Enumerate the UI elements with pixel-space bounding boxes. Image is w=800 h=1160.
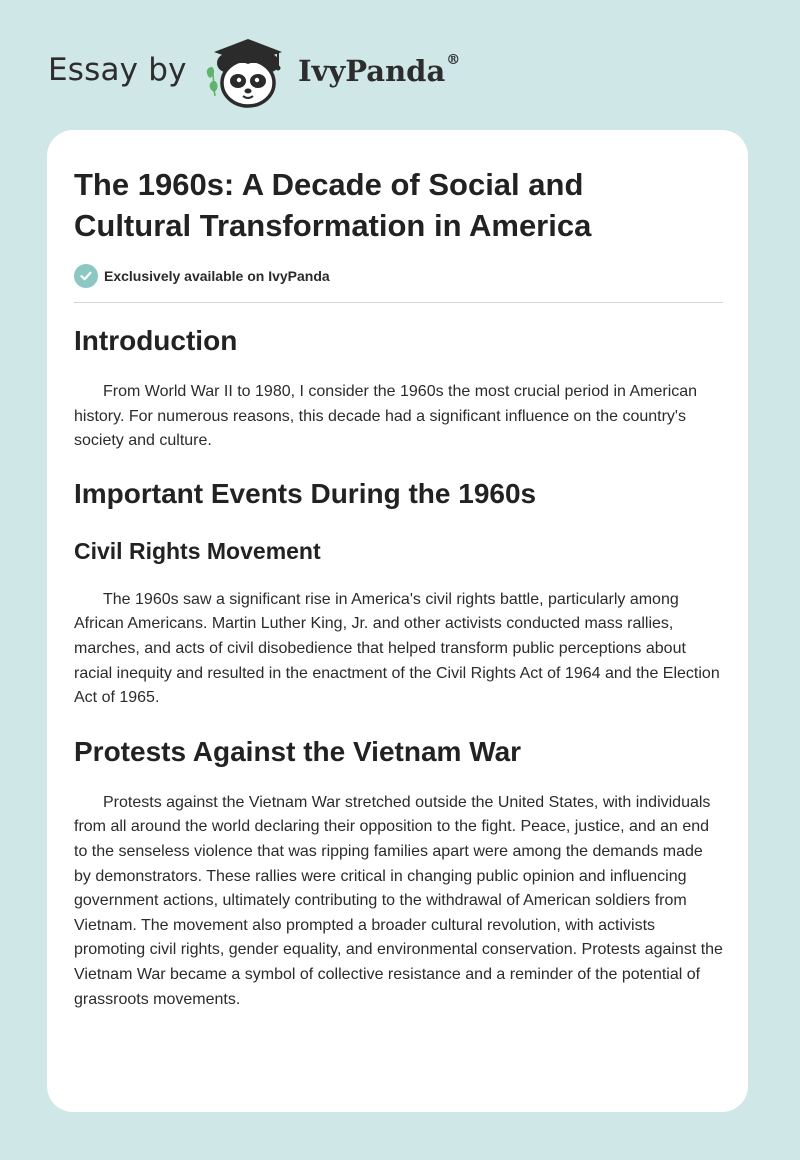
- section-heading-important-events: Important Events During the 1960s: [74, 477, 537, 509]
- essay-body: [74, 323, 724, 1012]
- vietnam-protests-paragraph: Protests against the Vietnam War stretched outside the United States, with individuals from all around the world declaring their opposition to the fight. Peace, justice, and an end to the senseless violence that was ripping families apart were among the demands made by demonstrators. These rallies were critical in changing public opinion and influencing government actions, ultimately contributing to the withdrawal of American soldiers from Vietnam. The movement also prompted a broader cultural revolution, with activists promoting civil rights, gender equality, and environmental conservation. Protests against the Vietnam War became a symbol of collective resistance and a reminder of the potential of grassroots movements.: [74, 793, 723, 1008]
- ivypanda-wordmark[interactable]: [298, 54, 460, 88]
- ivypanda-logo-icon[interactable]: [202, 34, 292, 110]
- check-circle-icon: [74, 264, 98, 288]
- civil-rights-paragraph: The 1960s saw a significant rise in America's civil rights battle, particularly among African Americans. Martin Luther King, Jr. and other activists conducted mass rallies, marches, and acts of civil disobedience that helped transform public perceptions about racial inequity and resulted in the enactment of the Civil Rights Act of 1964 and the Election Act of 1965.: [74, 590, 720, 707]
- essay-card: [47, 130, 748, 1112]
- introduction-paragraph: From World War II to 1980, I consider the 1960s the most crucial period in American history. For numerous reasons, this decade had a significant influence on the country's society and culture.: [74, 383, 698, 450]
- essay-title: The 1960s: A Decade of Social and Cultural Transformation in America: [74, 167, 592, 243]
- brand-name: IvyPanda: [298, 54, 446, 88]
- section-heading-introduction: Introduction: [74, 325, 238, 356]
- exclusive-badge-text: Exclusively available on IvyPanda: [104, 268, 330, 284]
- registered-mark: ®: [446, 52, 461, 68]
- essay-by-label: Essay by: [48, 52, 187, 88]
- exclusive-badge: [74, 263, 330, 289]
- site-header: [48, 34, 508, 110]
- subsection-heading-civil-rights: Civil Rights Movement: [74, 537, 321, 564]
- section-heading-vietnam-protests: Protests Against the Vietnam War: [74, 735, 522, 767]
- title-divider: [74, 302, 723, 303]
